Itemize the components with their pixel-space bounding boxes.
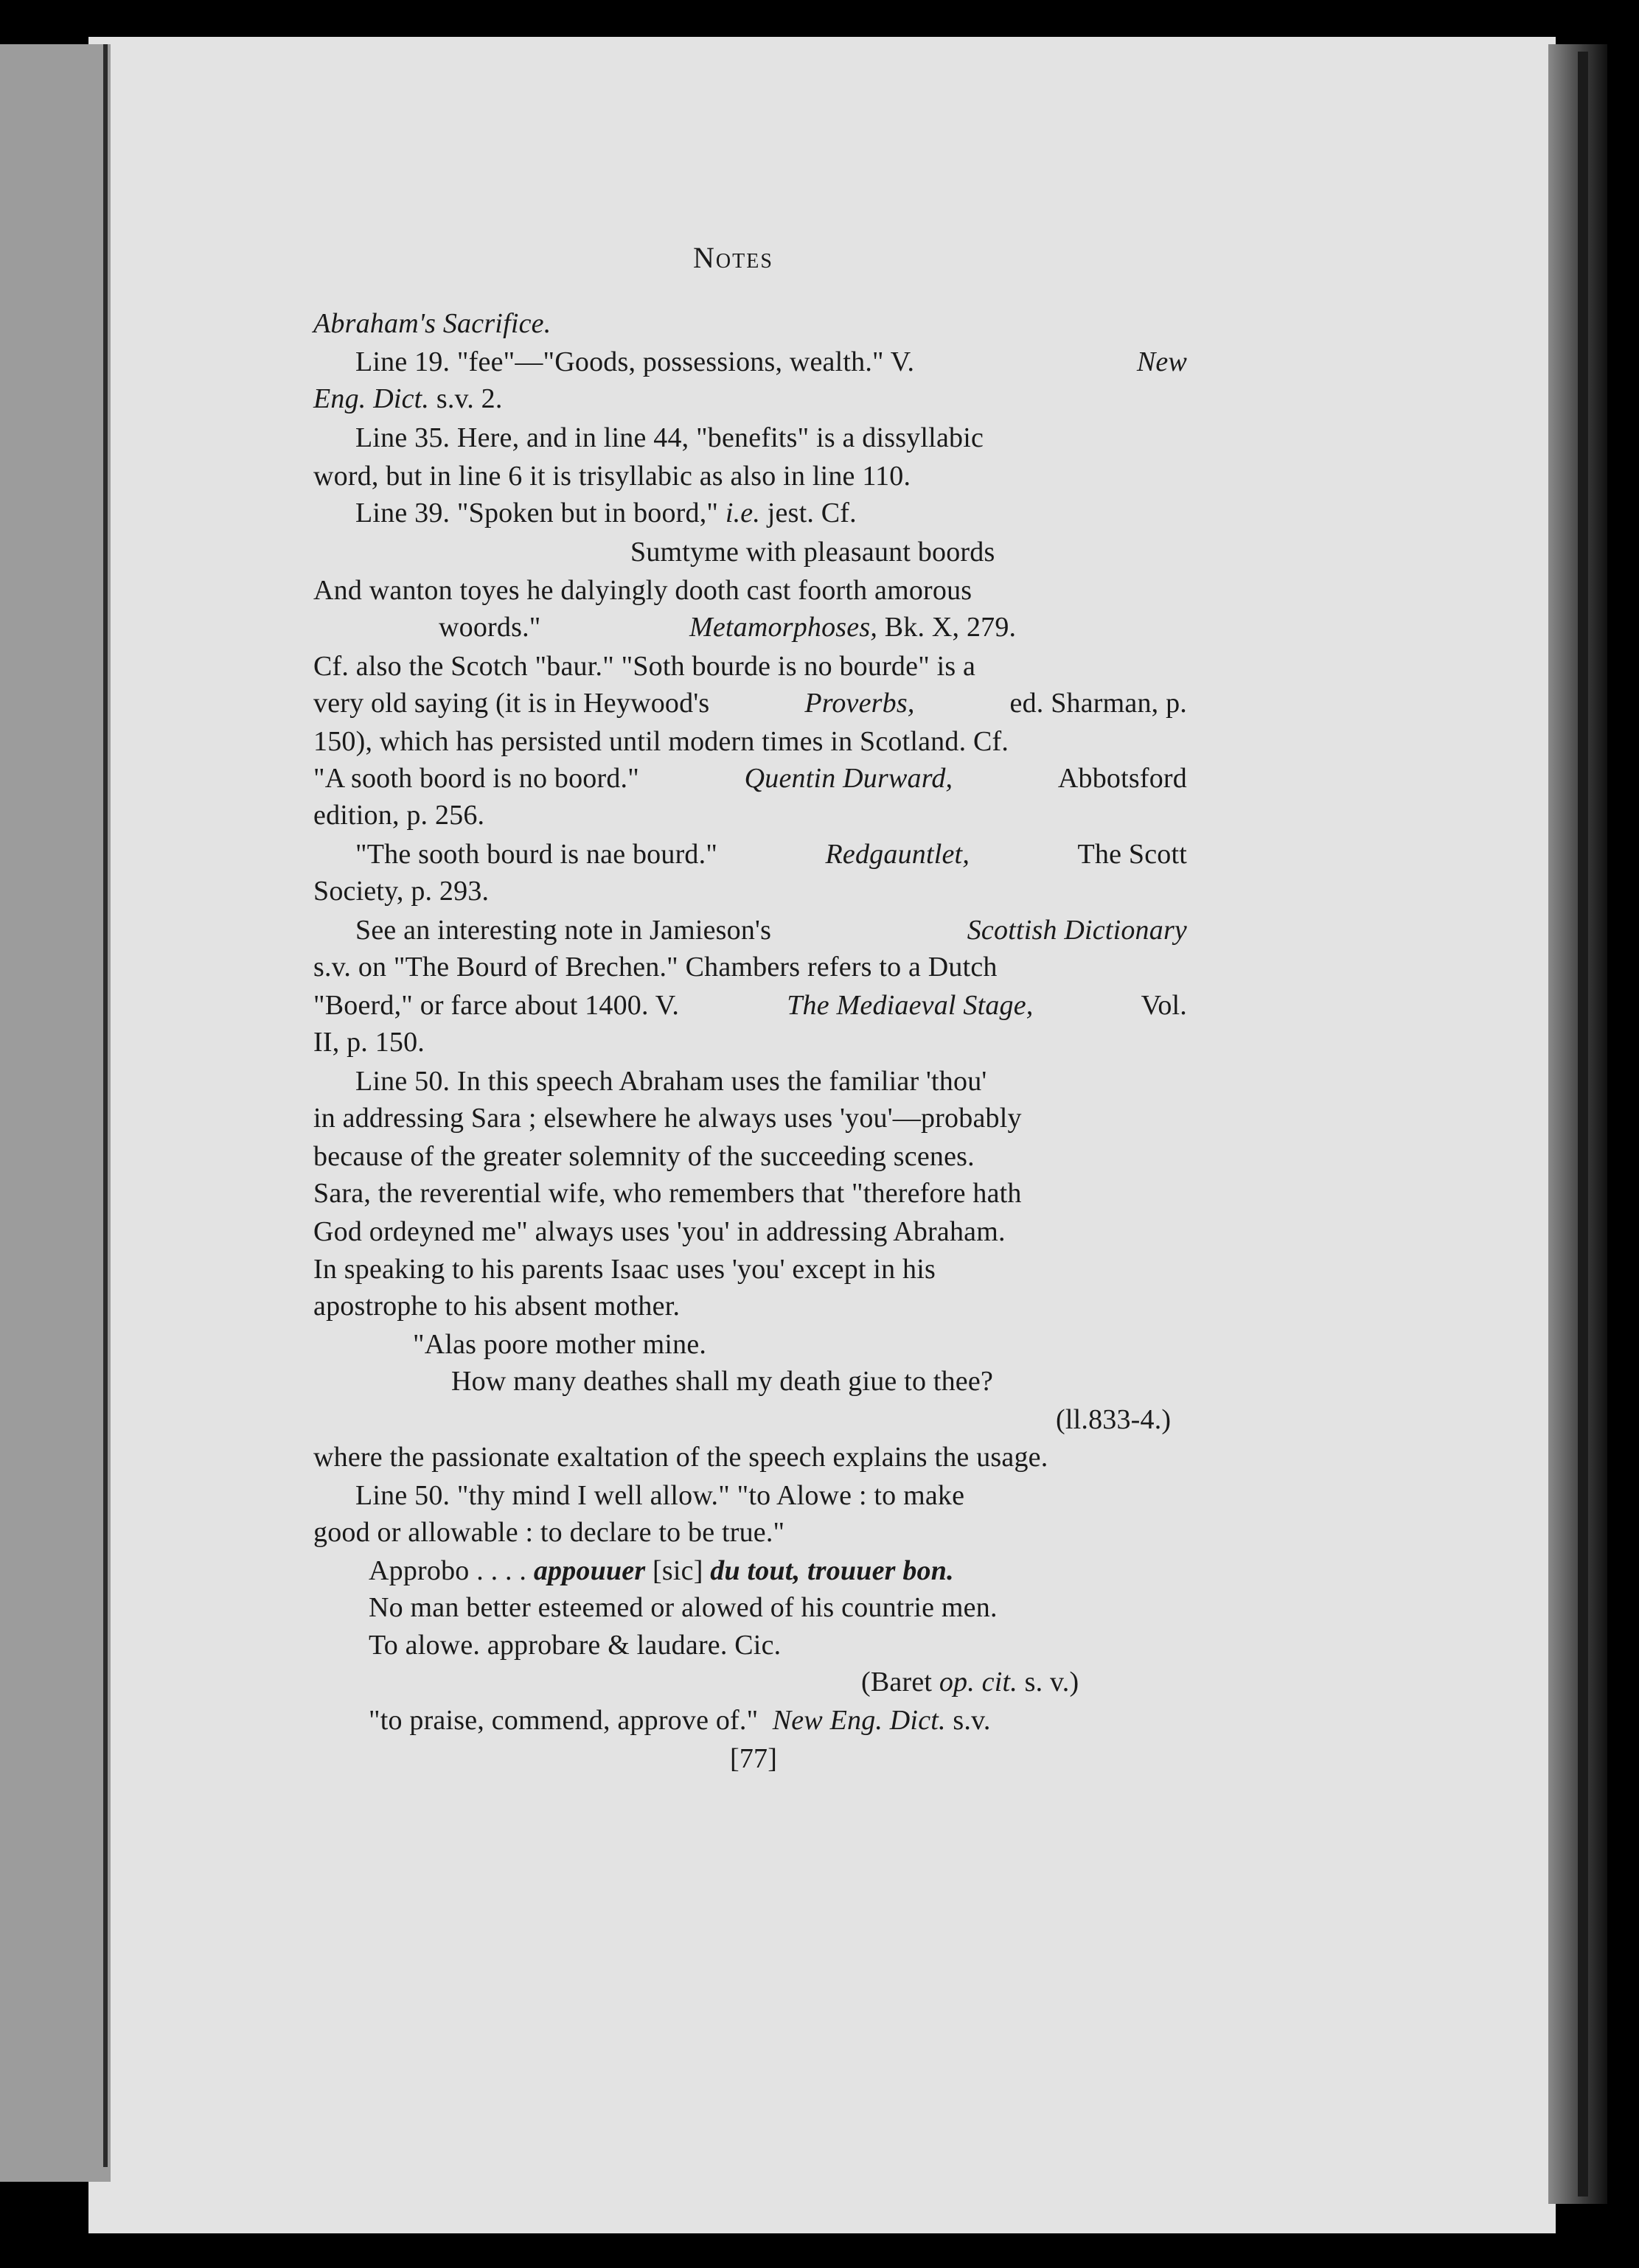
- quote-line: "Alas poore mother mine.: [413, 1329, 707, 1360]
- note-line: [369, 1706, 991, 1734]
- note-line: [355, 348, 1187, 376]
- note-text: Line 39. "Spoken but in boord,": [355, 498, 719, 528]
- note-citation: op. cit.: [939, 1667, 1017, 1697]
- note-text: (Baret: [861, 1667, 933, 1697]
- note-citation: Proverbs,: [804, 688, 915, 719]
- note-line: word, but in line 6 it is trisyllabic as also in line 110.: [313, 461, 911, 492]
- note-line: because of the greater solemnity of the succeeding scenes.: [313, 1141, 975, 1172]
- note-citation: du tout, trouuer bon.: [710, 1555, 954, 1586]
- note-text: Bk. X, 279.: [884, 612, 1017, 643]
- note-line: edition, p. 256.: [313, 800, 485, 831]
- note-citation: appouuer: [533, 1555, 646, 1586]
- page-number: [77]: [730, 1743, 778, 1774]
- quote-line: To alowe. approbare & laudare. Cic.: [369, 1630, 782, 1661]
- note-line: [313, 991, 1187, 1019]
- note-line: [313, 689, 1187, 717]
- note-line: 150), which has persisted until modern times in Scotland. Cf.: [313, 726, 1009, 757]
- note-citation: i.e.: [725, 498, 761, 528]
- note-citation: Metamorphoses,: [689, 612, 878, 643]
- section-heading: Abraham's Sacrifice.: [313, 308, 551, 339]
- quote-line: No man better esteemed or alowed of his countrie men.: [369, 1592, 998, 1623]
- note-line: where the passionate exaltation of the speech explains the usage.: [313, 1442, 1048, 1473]
- note-text: very old saying (it is in Heywood's: [313, 688, 710, 719]
- note-citation: New Eng. Dict.: [772, 1705, 946, 1736]
- note-line: II, p. 150.: [313, 1027, 425, 1058]
- source-reference: [861, 1668, 1079, 1696]
- note-line: [355, 916, 1187, 944]
- note-line: Sara, the reverential wife, who remembers that "therefore hath: [313, 1178, 1022, 1209]
- note-line: [355, 840, 1187, 868]
- note-text: Approbo . . . .: [369, 1555, 527, 1586]
- quote-line: Sumtyme with pleasaunt boords: [630, 537, 995, 568]
- note-citation: The Mediaeval Stage,: [787, 990, 1034, 1021]
- note-text: s.v.: [953, 1705, 991, 1736]
- quote-line: [439, 613, 1117, 641]
- note-line: Line 35. Here, and in line 44, "benefits" is a dissyllabic: [355, 422, 984, 453]
- note-text: Vol.: [1141, 990, 1187, 1021]
- quote-line: [369, 1557, 954, 1585]
- note-text: s. v.): [1024, 1667, 1079, 1697]
- note-text: [sic]: [653, 1555, 703, 1586]
- note-citation: New: [1136, 346, 1187, 377]
- note-text: Line 19. "fee"—"Goods, possessions, wealth." V.: [355, 346, 915, 377]
- note-line: in addressing Sara ; elsewhere he always uses 'you'—probably: [313, 1103, 1022, 1134]
- note-line: Line 50. "thy mind I well allow." "to Alowe : to make: [355, 1480, 965, 1511]
- note-line: apostrophe to his absent mother.: [313, 1291, 681, 1322]
- note-line: Line 50. In this speech Abraham uses the familiar 'thou': [355, 1066, 987, 1097]
- note-text: "to praise, commend, approve of.": [369, 1705, 759, 1736]
- note-line: In speaking to his parents Isaac uses 'you' except in his: [313, 1254, 936, 1285]
- quote-line: How many deathes shall my death giue to thee?: [451, 1366, 994, 1397]
- note-citation: Scottish Dictionary: [967, 915, 1187, 946]
- note-line: [313, 385, 503, 413]
- note-line: [355, 499, 857, 527]
- note-text: "Boerd," or farce about 1400. V.: [313, 990, 680, 1021]
- note-line: Cf. also the Scotch "baur." "Soth bourde is no bourde" is a: [313, 651, 976, 682]
- note-text: woords.": [439, 612, 541, 643]
- note-line: [313, 764, 1187, 792]
- note-line: Society, p. 293.: [313, 876, 490, 907]
- note-text: Abbotsford: [1057, 763, 1187, 794]
- note-text: "The sooth bourd is nae bourd.": [355, 839, 718, 870]
- quote-line: And wanton toyes he dalyingly dooth cast foorth amorous: [313, 575, 972, 606]
- note-text: See an interesting note in Jamieson's: [355, 915, 772, 946]
- note-citation: Redgauntlet,: [825, 839, 970, 870]
- note-text: ed. Sharman, p.: [1009, 688, 1187, 719]
- note-text: "A sooth boord is no boord.": [313, 763, 639, 794]
- note-line: God ordeyned me" always uses 'you' in addressing Abraham.: [313, 1216, 1006, 1247]
- note-line: good or allowable : to declare to be true.": [313, 1517, 785, 1548]
- page-title: Notes: [693, 241, 773, 274]
- note-text: jest. Cf.: [767, 498, 857, 528]
- note-text: The Scott: [1077, 839, 1187, 870]
- note-text: s.v. 2.: [436, 383, 503, 414]
- note-line: s.v. on "The Bourd of Brechen." Chambers refers to a Dutch: [313, 952, 998, 983]
- line-reference: (ll.833-4.): [1056, 1404, 1172, 1435]
- note-citation: Quentin Durward,: [744, 763, 953, 794]
- note-citation: Eng. Dict.: [313, 383, 430, 414]
